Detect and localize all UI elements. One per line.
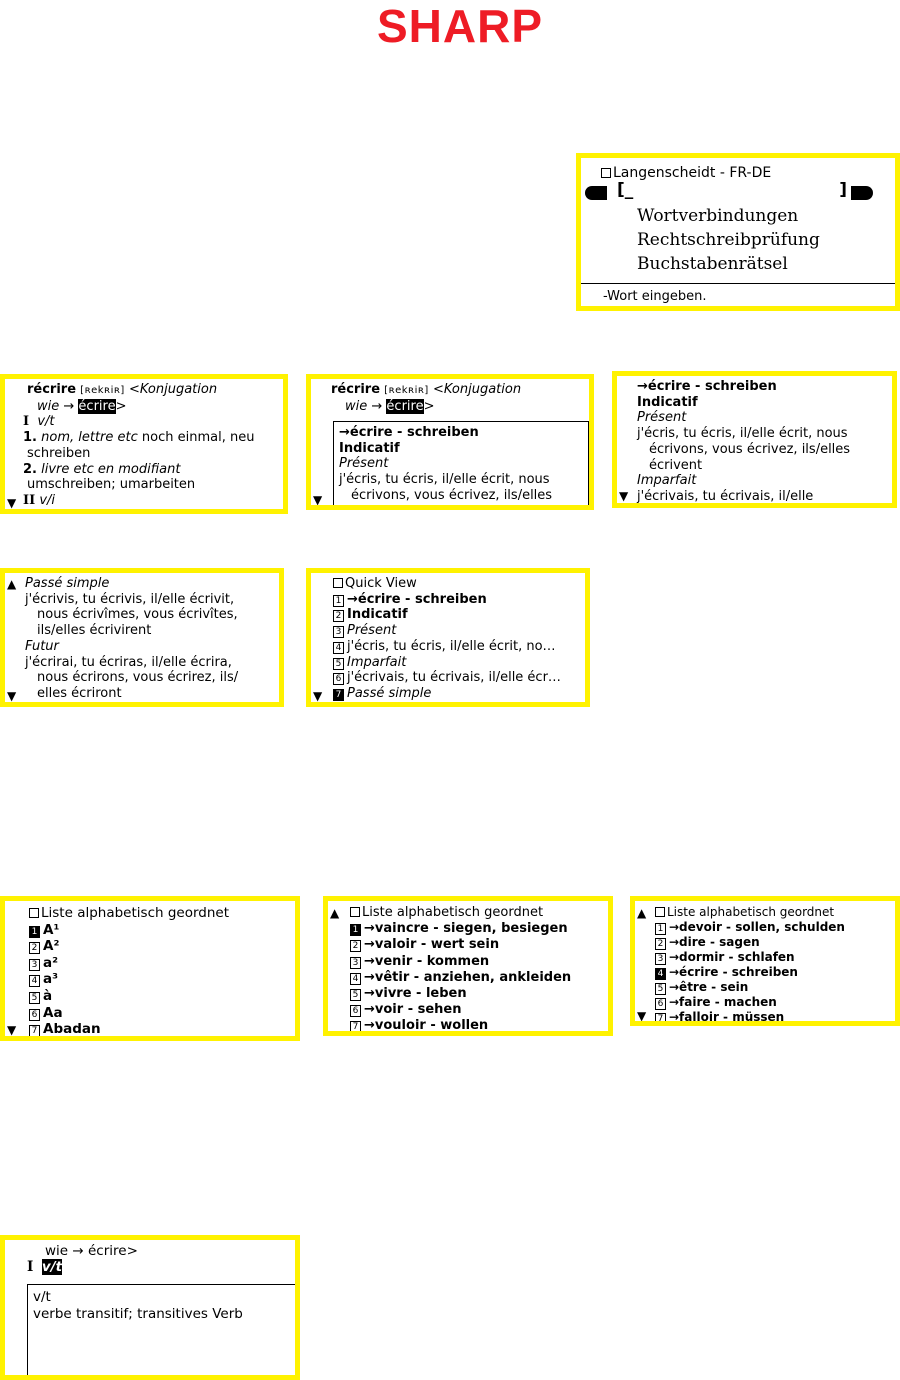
- input-end-bracket: ]: [839, 180, 847, 200]
- konjugation-label: Konjugation: [139, 382, 218, 397]
- item-number: 3: [350, 957, 361, 969]
- item-label: →être - sein: [669, 980, 749, 994]
- item-number: 6: [29, 1009, 40, 1021]
- item-number: 3: [29, 959, 40, 971]
- item-number: 4: [655, 968, 666, 980]
- item-label: Passé simple: [347, 685, 432, 701]
- item-number: 2: [655, 938, 666, 950]
- roman-one: I: [27, 1259, 34, 1275]
- list-item[interactable]: [350, 986, 608, 1002]
- sense-1-text2: schreiben: [27, 445, 91, 461]
- screen-list-a: [0, 896, 300, 1041]
- item-label: Aa: [43, 1004, 63, 1021]
- screen-abbreviation: [0, 1235, 300, 1380]
- item-label: j'écrivais, tu écrivais, il/elle écr…: [347, 670, 561, 686]
- conj-line: j'écrirai, tu écriras, il/elle écrira,: [25, 654, 232, 670]
- tense-label: Futur: [25, 638, 59, 654]
- scroll-down-icon[interactable]: ▼: [313, 689, 323, 703]
- tense-label: Passé simple: [25, 576, 110, 591]
- scroll-up-icon[interactable]: ▲: [330, 906, 340, 920]
- window-icon: [333, 578, 343, 588]
- list-title: Liste alphabetisch geordnet: [41, 905, 230, 921]
- list-title: Liste alphabetisch geordnet: [667, 905, 835, 919]
- scroll-down-icon[interactable]: ▼: [7, 496, 17, 510]
- abbr-definition: verbe transitif; transitives Verb: [33, 1306, 243, 1322]
- quick-item[interactable]: [333, 639, 585, 655]
- item-number: 2: [333, 610, 344, 622]
- list-item[interactable]: [655, 995, 895, 1010]
- scroll-up-icon[interactable]: ▲: [7, 577, 17, 591]
- item-number: 5: [350, 989, 361, 1001]
- conj-line: écrivent: [649, 457, 703, 473]
- conj-line: nous écrivîmes, vous écrivîtes,: [37, 607, 238, 623]
- list-item[interactable]: [29, 1021, 295, 1038]
- item-number: 7: [350, 1021, 361, 1033]
- list-item[interactable]: [655, 920, 895, 935]
- item-label: A¹: [43, 921, 60, 938]
- item-number: 1: [29, 926, 40, 938]
- tense-label: Imparfait: [637, 473, 697, 489]
- search-input-row[interactable]: [581, 182, 877, 204]
- item-label: Imparfait: [347, 654, 407, 670]
- pos-vt[interactable]: v/t: [37, 414, 55, 430]
- list-item[interactable]: [350, 1002, 608, 1018]
- item-label: →devoir - sollen, schulden: [669, 920, 845, 934]
- conj-line: j'écrivis, tu écrivis, il/elle écrivit,: [25, 591, 235, 607]
- item-label: Présent: [347, 623, 397, 639]
- item-label: a²: [43, 954, 59, 971]
- list-item-selected[interactable]: [29, 922, 295, 939]
- item-label: →vivre - leben: [364, 986, 467, 1002]
- quick-item[interactable]: [333, 623, 585, 639]
- list-item[interactable]: [350, 1018, 608, 1034]
- tense-label: Présent: [339, 456, 389, 472]
- quick-view-title: Quick View: [345, 576, 417, 591]
- screen-conjugation-passe-simple: [0, 568, 284, 707]
- abbr-term: v/t: [33, 1289, 51, 1305]
- item-number: 6: [350, 1005, 361, 1017]
- item-number: 5: [333, 658, 344, 670]
- abbreviation-popup: [27, 1284, 299, 1380]
- item-number: 1: [655, 923, 666, 935]
- menu-item-buchstabenraetsel[interactable]: Buchstabenrätsel: [637, 254, 788, 274]
- quick-item[interactable]: [333, 607, 585, 623]
- scroll-down-icon[interactable]: ▼: [619, 489, 629, 503]
- item-number: 4: [333, 642, 344, 654]
- scroll-down-icon[interactable]: ▼: [637, 1009, 647, 1023]
- conj-line: j'écris, tu écris, il/elle écrit, nous: [339, 472, 550, 488]
- phonetic: [ʀekʀiʀ]: [80, 385, 125, 396]
- item-label: A²: [43, 938, 60, 955]
- tense-label: Présent: [637, 410, 687, 426]
- sense-1-text: noch einmal, neu: [141, 430, 255, 446]
- angle-open: <: [128, 382, 140, 397]
- list-item[interactable]: [29, 988, 295, 1005]
- mood-label: Indicatif: [339, 440, 400, 456]
- conj-heading: →écrire - schreiben: [339, 425, 479, 440]
- item-number: 5: [655, 983, 666, 995]
- item-number: 5: [29, 992, 40, 1004]
- item-number: 4: [29, 975, 40, 987]
- screen-conjugation-present: [612, 371, 897, 508]
- list-item[interactable]: [29, 938, 295, 955]
- conj-line: j'écris, tu écris, il/elle écrit, nous: [637, 426, 848, 442]
- sense-2-num: 2.: [23, 461, 37, 477]
- left-arrow-icon[interactable]: [585, 186, 607, 200]
- item-number: 6: [333, 673, 344, 685]
- sense-1-context: nom, lettre etc: [41, 430, 138, 446]
- item-label: →vaincre - siegen, besiegen: [364, 921, 568, 937]
- logo-text: SHARP: [376, 4, 544, 48]
- sense-2-text: umschreiben; umarbeiten: [27, 477, 196, 493]
- menu-item-rechtschreibpruefung[interactable]: Rechtschreibprüfung: [637, 230, 820, 250]
- item-number: 2: [29, 942, 40, 954]
- conj-line: elles écriront: [37, 685, 122, 701]
- window-icon: [601, 168, 611, 178]
- roman-one: I: [23, 414, 30, 430]
- item-number: 1: [350, 924, 361, 936]
- list-item[interactable]: [350, 970, 608, 986]
- list-item[interactable]: [655, 950, 895, 965]
- item-label: →falloir - müssen: [669, 1010, 785, 1024]
- screen-list-d: [630, 896, 900, 1026]
- item-label: Indicatif: [347, 607, 408, 623]
- list-item[interactable]: [29, 955, 295, 972]
- screen-quick-view: [306, 568, 590, 707]
- screen-main-menu: [576, 153, 900, 311]
- roman-two: II: [23, 492, 36, 508]
- list-item[interactable]: [350, 954, 608, 970]
- list-item[interactable]: [655, 935, 895, 950]
- screen-entry-conjugation: [306, 374, 594, 510]
- item-label: Abadan: [43, 1021, 101, 1038]
- angle-open: <: [432, 382, 444, 397]
- item-number: 7: [29, 1025, 40, 1037]
- dictionary-title: Langenscheidt - FR-DE: [613, 165, 772, 181]
- screen-entry-recrire: [0, 374, 288, 514]
- item-label: →écrire - schreiben: [347, 591, 487, 607]
- item-number: 4: [350, 973, 361, 985]
- item-label: →voir - sehen: [364, 1002, 462, 1018]
- sense-2-context: livre etc en modifiant: [41, 461, 181, 477]
- sharp-logo: [330, 4, 590, 48]
- reference-link[interactable]: écrire: [78, 398, 116, 414]
- conj-line: écrivons, vous écrivez, ils/elles: [351, 487, 553, 503]
- scroll-up-icon[interactable]: ▲: [637, 906, 647, 920]
- list-item[interactable]: [655, 980, 895, 995]
- list-title: Liste alphabetisch geordnet: [362, 905, 544, 920]
- wie-label: wie →: [37, 398, 75, 414]
- item-label: à: [43, 987, 53, 1004]
- status-divider: [581, 283, 895, 284]
- pos-vi: v/i: [39, 492, 55, 508]
- search-input[interactable]: [_: [617, 180, 634, 200]
- quick-item[interactable]: [333, 592, 585, 608]
- list-item-selected[interactable]: [350, 921, 608, 937]
- menu-item-wortverbindungen[interactable]: Wortverbindungen: [637, 206, 799, 226]
- item-number: 3: [655, 953, 666, 965]
- list-item[interactable]: [655, 1010, 895, 1025]
- conj-heading: →écrire - schreiben: [637, 379, 777, 394]
- wie-label: wie →: [345, 398, 383, 414]
- reference-link[interactable]: écrire: [386, 398, 424, 414]
- scroll-down-icon[interactable]: ▼: [7, 689, 17, 703]
- conjugation-popup[interactable]: [333, 421, 589, 510]
- scroll-down-icon[interactable]: ▼: [313, 493, 323, 507]
- mood-label: Indicatif: [637, 394, 698, 410]
- item-label: →venir - kommen: [364, 953, 490, 969]
- window-icon: [29, 908, 39, 918]
- reference-line: wie → écrire>: [45, 1243, 138, 1259]
- headword: récrire: [27, 382, 77, 397]
- item-label: →vêtir - anziehen, ankleiden: [364, 969, 572, 985]
- conj-line: nous écrirons, vous écrirez, ils/: [37, 670, 239, 686]
- item-number: 7: [333, 689, 344, 701]
- list-item-selected[interactable]: [655, 965, 895, 980]
- item-label: j'écris, tu écris, il/elle écrit, no…: [347, 638, 556, 654]
- list-item[interactable]: [29, 1005, 295, 1022]
- window-icon: [350, 907, 360, 917]
- list-item[interactable]: [350, 937, 608, 953]
- item-number: 1: [333, 595, 344, 607]
- conj-line: écrivons, vous écrivez, ils/elles: [649, 441, 851, 457]
- angle-close: >: [423, 398, 435, 414]
- sense-1-num: 1.: [23, 430, 37, 446]
- item-label: →dormir - schlafen: [669, 950, 795, 964]
- item-label: →valoir - wert sein: [364, 937, 500, 953]
- quick-item-selected[interactable]: [333, 686, 585, 702]
- conj-line: j'écrivais, tu écrivais, il/elle: [637, 488, 814, 504]
- item-label: →vouloir - wollen: [364, 1018, 489, 1034]
- item-number: 6: [655, 998, 666, 1010]
- list-item[interactable]: [29, 971, 295, 988]
- scroll-down-icon[interactable]: ▼: [7, 1023, 17, 1037]
- item-number: 3: [333, 626, 344, 638]
- phonetic: [ʀekʀiʀ]: [384, 385, 429, 396]
- item-label: →écrire - schreiben: [669, 965, 798, 979]
- item-label: →faire - machen: [669, 995, 777, 1009]
- quick-item[interactable]: [333, 670, 585, 686]
- quick-item[interactable]: [333, 655, 585, 671]
- konjugation-label: Konjugation: [443, 382, 522, 397]
- angle-close: >: [115, 398, 127, 414]
- item-label: a³: [43, 971, 59, 988]
- screen-list-v: [323, 896, 613, 1036]
- headword: récrire: [331, 382, 381, 397]
- window-icon: [655, 907, 665, 917]
- right-arrow-icon[interactable]: [851, 186, 873, 200]
- item-number: 2: [350, 940, 361, 952]
- item-label: →dire - sagen: [669, 935, 760, 949]
- abbreviation-selected[interactable]: v/t: [41, 1259, 63, 1275]
- status-text: -Wort eingeben.: [603, 289, 707, 304]
- conj-line: ils/elles écrivirent: [37, 623, 152, 639]
- item-number: 7: [655, 1013, 666, 1025]
